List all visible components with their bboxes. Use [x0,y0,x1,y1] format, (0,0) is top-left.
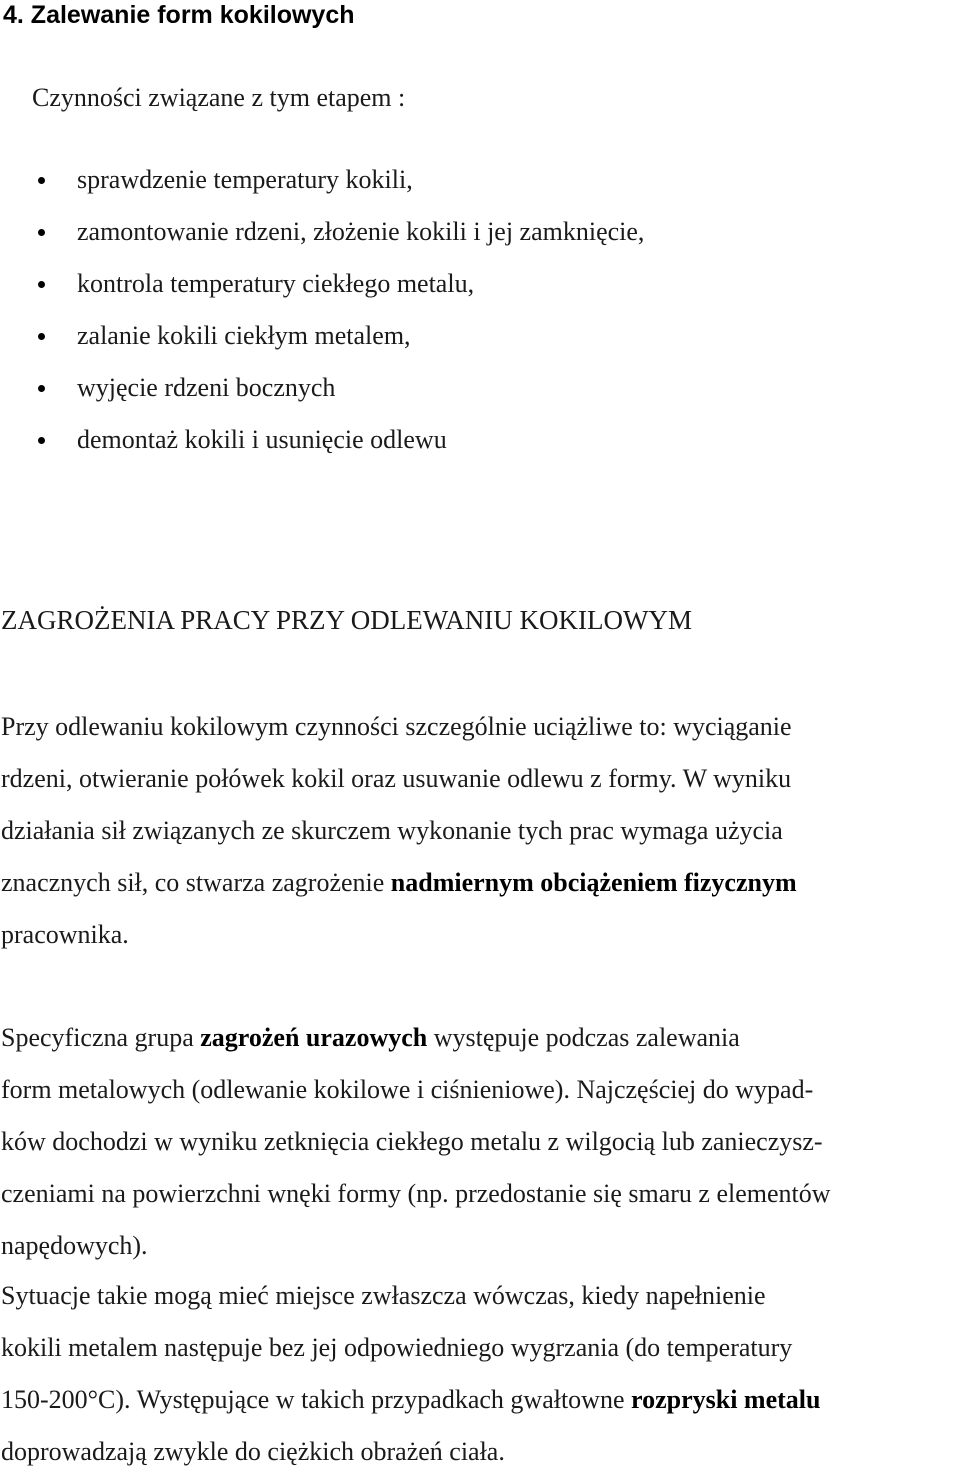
hazards-title: ZAGROŻENIA PRACY PRZY ODLEWANIU KOKILOWYM [1,605,692,635]
paragraph-physical-load [1,701,797,961]
bullet-icon [38,333,45,340]
list-item [0,212,644,264]
section-heading: 4. Zalewanie form kokilowych [3,1,355,29]
list-item-text: sprawdzenie temperatury kokili, [77,165,413,194]
text-run: Specyficzna grupa [1,1023,201,1052]
paragraph-line: kokili metalem następuje bez jej odpowiedniego wygrzania (do temperatury [1,1333,793,1362]
bullet-icon [38,437,45,444]
list-item-text: demontaż kokili i usunięcie odlewu [77,425,447,454]
bullet-list [0,160,644,472]
paragraph-line: Sytuacje takie mogą mieć miejsce zwłaszcza wówczas, kiedy napełnienie [1,1281,766,1310]
text-run: występuje podczas zalewania [427,1023,740,1052]
paragraph-line [1,1374,820,1426]
paragraph-line: pracownika. [1,920,129,949]
list-item [0,420,644,472]
paragraph-line [1,1012,831,1064]
paragraph-line: ków dochodzi w wyniku zetknięcia ciekłego metalu z wilgocią lub zanieczysz- [1,1127,823,1156]
list-item [0,160,644,212]
paragraph-line: czeniami na powierzchni wnęki formy (np. przedostanie się smaru z elementów [1,1179,831,1208]
emphasis-text: nadmiernym obciążeniem fizycznym [390,868,797,897]
bullet-icon [38,229,45,236]
text-run: znacznych sił, co stwarza zagrożenie [1,868,391,897]
intro-text: Czynności związane z tym etapem : [32,83,406,112]
paragraph-line: rdzeni, otwieranie połówek kokil oraz usuwanie odlewu z formy. W wyniku [1,764,792,793]
list-item-text: zamontowanie rdzeni, złożenie kokili i jej zamknięcie, [77,217,645,246]
list-item [0,368,644,420]
list-item [0,316,644,368]
bullet-icon [38,385,45,392]
list-item [0,264,644,316]
list-item-text: wyjęcie rdzeni bocznych [77,373,336,402]
paragraph-line: form metalowych (odlewanie kokilowe i ciśnieniowe). Najczęściej do wypad- [1,1075,814,1104]
list-item-text: kontrola temperatury ciekłego metalu, [77,269,475,298]
paragraph-line [1,857,797,909]
paragraph-splash-hazards [1,1270,820,1478]
bullet-icon [38,281,45,288]
paragraph-injury-hazards [1,1012,831,1272]
text-run: 150-200°C). Występujące w takich przypadkach gwałtowne [1,1385,631,1414]
emphasis-text: zagrożeń urazowych [200,1023,428,1052]
list-item-text: zalanie kokili ciekłym metalem, [77,321,411,350]
paragraph-line: działania sił związanych ze skurczem wykonanie tych prac wymaga użycia [1,816,783,845]
bullet-icon [38,177,45,184]
emphasis-text: rozpryski metalu [631,1385,821,1414]
paragraph-line: Przy odlewaniu kokilowym czynności szczególnie uciążliwe to: wyciąganie [1,712,792,741]
paragraph-line: napędowych). [1,1231,148,1260]
paragraph-line: doprowadzają zwykle do ciężkich obrażeń ciała. [1,1437,505,1466]
